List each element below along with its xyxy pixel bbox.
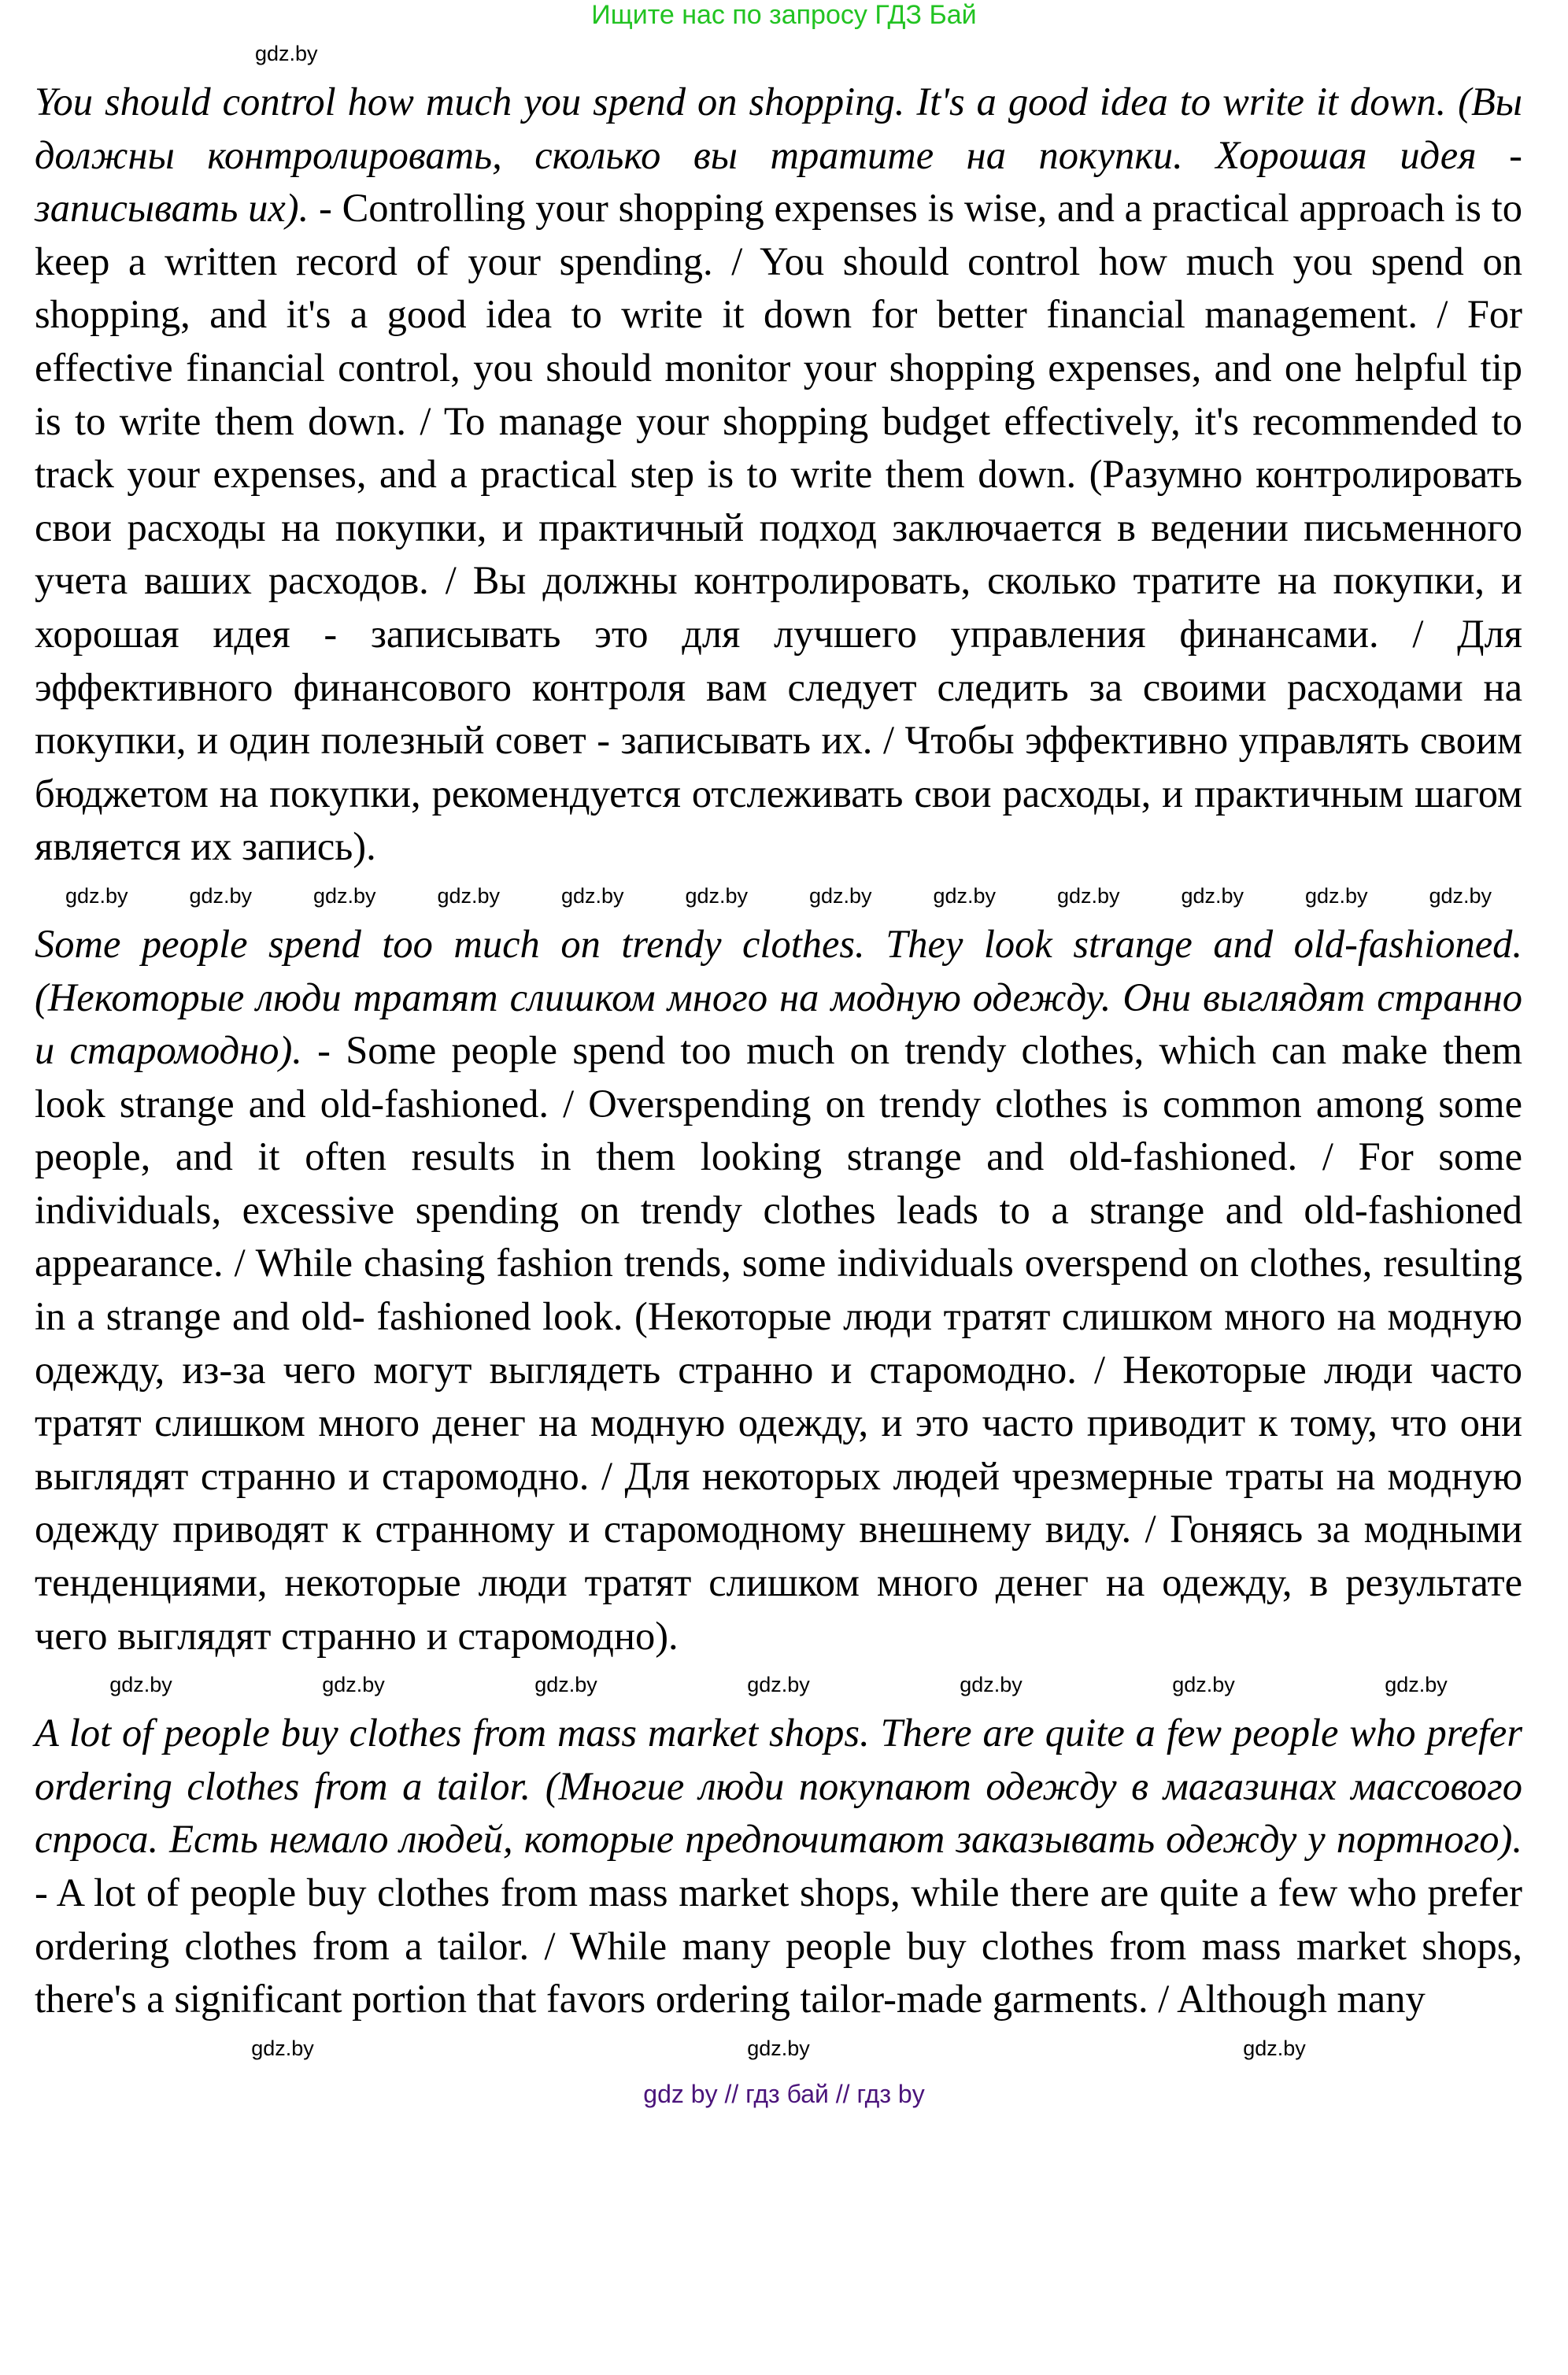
watermark: gdz.by xyxy=(747,2036,810,2060)
watermark: gdz.by xyxy=(560,883,624,908)
watermark-row xyxy=(35,1663,1522,1707)
task-sentence: A lot of people buy clothes from mass market shops. There are quite a few people who prefer ordering clothes from a tailor. (Многие люди покупают одежду в магазинах массового спроса. Есть немало людей, которые предпочитают заказывать одежду у портного). xyxy=(35,1711,1522,1862)
task-sentence: You should control how much you spend on shopping. It's a good idea to write it down. (Вы должны контролировать, сколько вы тратите на покупки. Хорошая идея - записывать их). xyxy=(35,80,1522,231)
watermark: gdz.by xyxy=(312,883,376,908)
task-sentence: Some people spend too much on trendy clothes. They look strange and old-fashioned. (Некоторые люди тратят слишком много на модную одежду. Они выглядят странно и старомодно). xyxy=(35,921,1522,1073)
watermark: gdz.by xyxy=(1181,883,1244,908)
answer-paragraph-3 xyxy=(35,1707,1522,2026)
watermark: gdz.by xyxy=(1056,883,1120,908)
watermark: gdz.by xyxy=(960,1673,1023,1697)
watermark-row xyxy=(35,874,1522,918)
search-banner[interactable]: Ищите нас по запросу ГДЗ Бай xyxy=(591,0,977,30)
watermark: gdz.by xyxy=(933,883,997,908)
answer-paragraph-1 xyxy=(35,76,1522,874)
watermark-row xyxy=(35,31,1522,76)
watermark: gdz.by xyxy=(1304,883,1368,908)
watermark: gdz.by xyxy=(685,883,749,908)
watermark: gdz.by xyxy=(251,2036,314,2060)
watermark: gdz.by xyxy=(109,1673,172,1697)
watermark: gdz.by xyxy=(189,883,253,908)
answer-text: - A lot of people buy clothes from mass market shops, while there are quite a few who prefer ordering clothes from a tailor. / While many people buy clothes from mass market shops, there's a significant portion that favors ordering tailor-made garments. / Although many xyxy=(35,1870,1522,2022)
answer-text: - Some people spend too much on trendy clothes, which can make them look strange and old-fashioned. / Overspending on trendy clothes is common among some people, and it often results in them looking strange and old-fashioned. / For some individuals, excessive spending on trendy clothes leads to a strange and old-fashioned appearance. / While chasing fashion trends, some individuals overspend on clothes, resulting in a strange and old- fashioned look. (Некоторые люди тратят слишком много на модную одежду, из-за чего могут выглядеть странно и старомодно. / Некоторые люди часто тратят слишком много денег на модную одежду, и это часто приводит к тому, что они выглядят странно и старомодно. / Для некоторых людей чрезмерные траты на модную одежду приводят к странному и старомодному внешнему виду. / Гоняясь за модными тенденциями, некоторые люди тратят слишком много денег на одежду, в результате чего выглядят странно и старомодно). xyxy=(35,1028,1522,1658)
answer-paragraph-2 xyxy=(35,918,1522,1663)
watermark: gdz.by xyxy=(808,883,872,908)
watermark: gdz.by xyxy=(1385,1673,1448,1697)
watermark: gdz.by xyxy=(322,1673,385,1697)
watermark: gdz.by xyxy=(1429,883,1492,908)
watermark: gdz.by xyxy=(1172,1673,1235,1697)
watermark: gdz.by xyxy=(1243,2036,1306,2060)
answer-text: - Controlling your shopping expenses is wise, and a practical approach is to keep a written record of your spending. / You should control how much you spend on shopping, and it's a good idea to write it down for better financial management. / For effective financial control, you should monitor your shopping expenses, and one helpful tip is to write them down. / To manage your shopping budget effectively, it's recommended to track your expenses, and a practical step is to write them down. (Разумно контролировать свои расходы на покупки, и практичный подход заключается в ведении письменного учета ваших расходов. / Вы должны контролировать, сколько тратите на покупки, и хорошая идея - записывать это для лучшего управления финансами. / Для эффективного финансового контроля вам следует следить за своими расходами на покупки, и один полезный совет - записывать их. / Чтобы эффективно управлять своим бюджетом на покупки, рекомендуется отслеживать свои расходы, и практичным шагом является их запись). xyxy=(35,186,1523,869)
watermark: gdz.by xyxy=(65,883,128,908)
watermark: gdz.by xyxy=(747,1673,810,1697)
watermark-row xyxy=(35,2026,1522,2070)
watermark: gdz.by xyxy=(255,42,318,65)
footer-links[interactable]: gdz by // гдз бай // гдз by xyxy=(643,2079,925,2108)
watermark: gdz.by xyxy=(534,1673,597,1697)
watermark: gdz.by xyxy=(437,883,501,908)
